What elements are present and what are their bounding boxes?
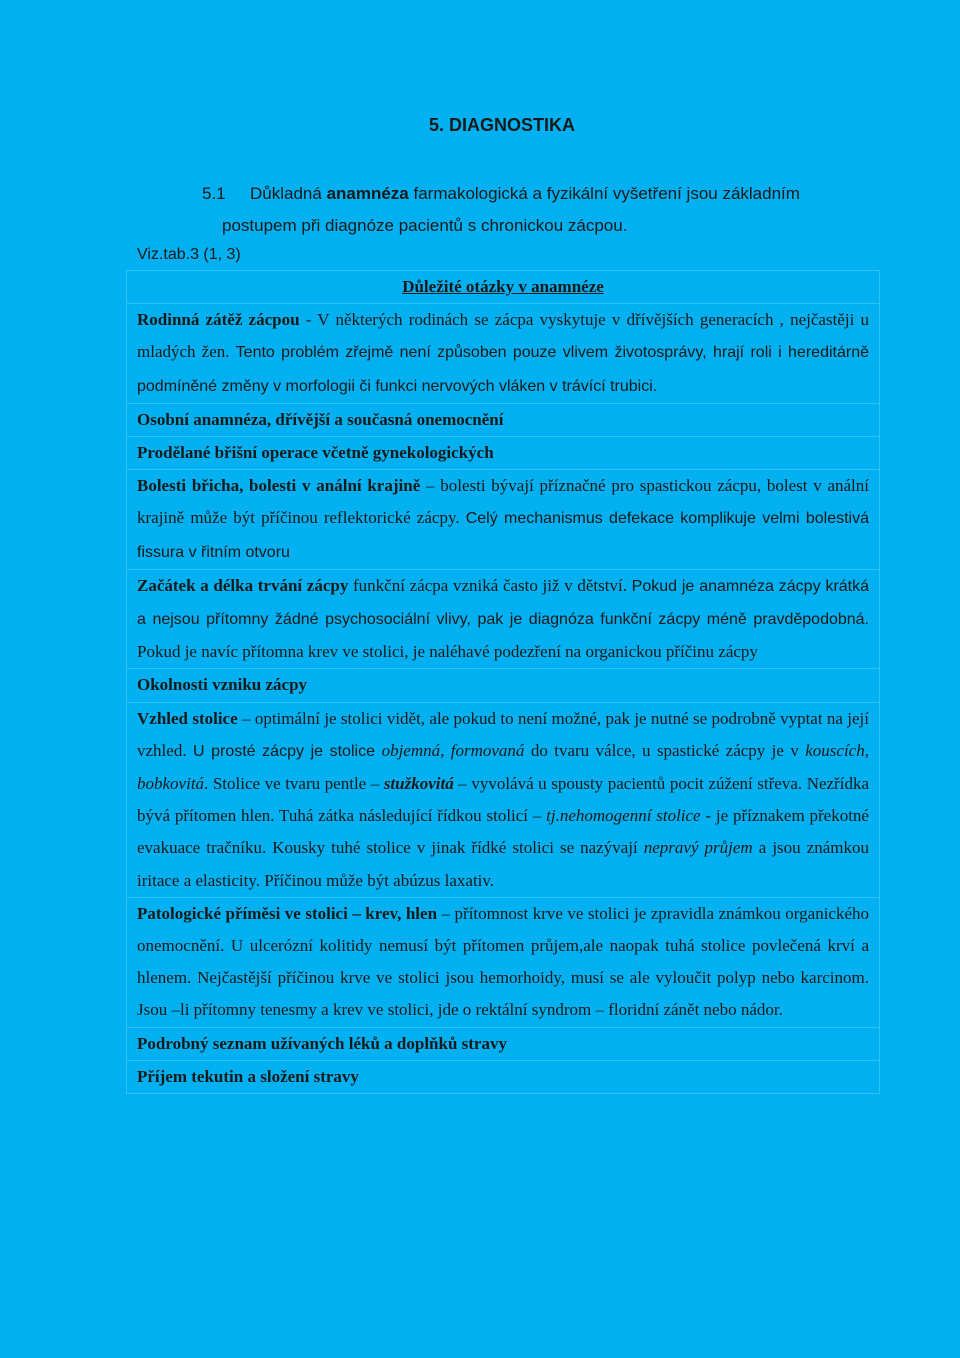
- table-reference: Viz.tab.3 (1, 3): [137, 246, 241, 263]
- row-onset-duration-text-b: Pokud je anamnéza zácpy krátká a nejsou přítomny žádné psychosociální vlivy, pak je diagnóza funkční zácpy méně pravděpodobná.: [137, 577, 870, 629]
- row-stool-appearance-t1: – optimální je stolici vidět, ale pokud to není možné, pak je nutné se podrobně vyptat na její vzhled.: [137, 708, 869, 760]
- row-pathological-admixtures-text-a: – přítomnost krve ve stolici je zpravidla známkou organického onemocnění.: [137, 903, 870, 956]
- anamnesis-table: [126, 270, 880, 1094]
- subsection-number: 5.1: [202, 184, 226, 203]
- row-family-history-text-b: Tento problém zřejmě není způsoben pouze vlivem životosprávy, hrají roli i hereditárně podmíněné změny v morfologii či funkci nervových vláken v trávící trubici.: [137, 344, 869, 395]
- row-pathological-admixtures: [127, 897, 879, 1027]
- row-abdominal-pain: [127, 469, 879, 569]
- row-stool-appearance-heading: Vzhled stolice: [137, 708, 238, 728]
- table-title-row: [127, 270, 879, 303]
- row-family-history-text-a: - V některých rodinách se zácpa vyskytuje v dřívějších generacích , nejčastěji u mladých žen.: [137, 310, 869, 362]
- table-title: Důležité otázky v anamnéze: [402, 277, 604, 296]
- row-stool-appearance-bi1: stužkovitá: [383, 774, 454, 794]
- row-stool-appearance-t6: - je příznakem překotné evakuace tračníku. Kousky tuhé stolice v jinak řídké stolici se nazývají: [137, 806, 869, 858]
- subsection-line2: postupem při diagnóze pacientů s chronickou zácpou.: [222, 216, 628, 235]
- row-abdominal-pain-text-a: – bolesti bývají příznačné pro spastickou zácpu, bolest v anální krajině může být příčinou reflektorické zácpy.: [137, 476, 869, 528]
- row-circumstances-heading: Okolnosti vzniku zácpy: [137, 675, 308, 695]
- subsection-text-b: farmakologická a fyzikální vyšetření jsou základním: [408, 184, 800, 203]
- row-circumstances: [127, 668, 879, 701]
- row-stool-appearance-i2: kouscích, bobkovitá: [137, 740, 869, 794]
- section-heading: 5. DIAGNOSTIKA: [428, 115, 575, 135]
- row-abdominal-pain-heading: Bolesti břicha, bolesti v anální krajině: [137, 476, 421, 496]
- row-onset-duration-heading: Začátek a délka trvání zácpy: [137, 575, 349, 595]
- row-stool-appearance-t2: U prosté zácpy je stolice: [192, 742, 382, 760]
- row-surgeries: [127, 436, 879, 469]
- row-personal-history-heading: Osobní anamnéza, dřívější a současná onemocnění: [137, 409, 504, 429]
- row-fluid-intake-heading: Příjem tekutin a složení stravy: [137, 1066, 359, 1086]
- row-stool-appearance-t3: do tvaru válce, u spastické zácpy je v: [524, 740, 806, 760]
- row-onset-duration-text-c: Pokud je navíc přítomna krev ve stolici, je naléhavé podezření na organickou příčinu zácpy: [137, 642, 758, 662]
- row-pathological-admixtures-heading: Patologické příměsi ve stolici – krev, hlen: [137, 903, 438, 923]
- row-abdominal-pain-text-b: Celý mechanismus defekace komplikuje velmi bolestivá fissura v řitním otvoru: [137, 510, 869, 561]
- row-pathological-admixtures-text-b: U ulcerózní kolitidy nemusí být přítomen průjem,ale naopak tuhá stolice povlečená krví a hlenem. Nejčastější příčinou krve ve stolici jsou hemorhoidy, musí se ale vyloučit polyp nebo karcinom. Jsou –li přítomny tenesmy a krev ve stolici, jde o rektální syndrom – floridní zánět nebo nádor.: [137, 936, 869, 1020]
- row-stool-appearance-t7: a jsou známkou iritace a elasticity. Příčinou může být abúzus laxativ.: [137, 838, 870, 890]
- row-stool-appearance: [127, 702, 879, 897]
- subsection-text-a: Důkladná: [250, 184, 327, 203]
- subsection-paragraph: [202, 178, 872, 242]
- row-onset-duration-text-a: funkční zácpa vzniká často již v dětství.: [348, 575, 632, 595]
- row-stool-appearance-i3: tj.nehomogenní stolice: [546, 806, 701, 826]
- row-stool-appearance-t5: – vyvolává u spousty pacientů pocit zúžení střeva. Nezřídka bývá přítomen hlen. Tuhá zátka následující řídkou stolicí –: [137, 774, 869, 826]
- row-family-history: [127, 303, 879, 403]
- row-family-history-heading: Rodinná zátěž zácpou: [137, 310, 300, 330]
- row-stool-appearance-i1: objemná, formovaná: [381, 740, 525, 760]
- subsection-bold-term: anamnéza: [326, 184, 409, 203]
- row-onset-duration: [127, 569, 879, 669]
- row-personal-history: [127, 403, 879, 436]
- row-medication-list-heading: Podrobný seznam užívaných léků a doplňků stravy: [137, 1033, 507, 1053]
- row-fluid-intake: [127, 1060, 879, 1093]
- row-stool-appearance-t4: . Stolice ve tvaru pentle –: [204, 774, 384, 794]
- row-medication-list: [127, 1027, 879, 1060]
- row-surgeries-heading: Prodělané břišní operace včetně gynekologických: [137, 443, 494, 463]
- row-stool-appearance-i4: nepravý průjem: [643, 838, 753, 858]
